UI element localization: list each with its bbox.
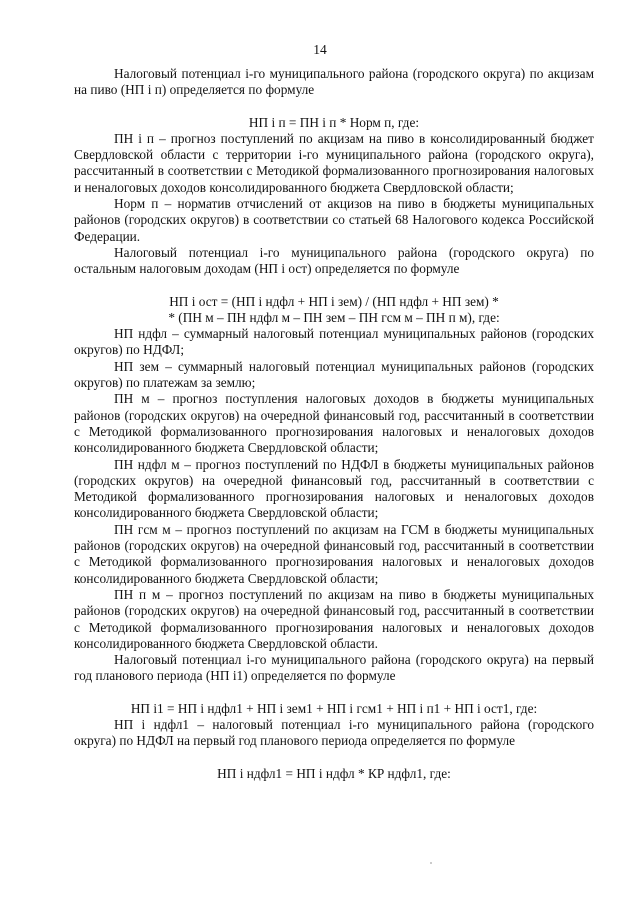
paragraph: НП i ндфл1 – налоговый потенциал i-го муниципального района (городского округа) по НДФЛ на первый год планового периода определяется по формуле	[74, 716, 594, 749]
page-number: 14	[313, 42, 327, 57]
formula: НП i ост = (НП i ндфл + НП i зем) / (НП ндфл + НП зем) *	[169, 293, 499, 309]
scan-speck	[430, 862, 432, 864]
paragraph: ПН i п – прогноз поступлений по акцизам на пиво в консолидированный бюджет Свердловской области с территории i-го муниципального района (городского округа), рассчитанный в соответствии с Методикой формализованного прогнозирования налоговых и неналоговых доходов консолидированного бюджета Свердловской области;	[74, 130, 594, 195]
paragraph: НП ндфл – суммарный налоговый потенциал муниципальных районов (городских округов) по НДФЛ;	[74, 326, 594, 358]
paragraph: ПН ндфл м – прогноз поступлений по НДФЛ в бюджеты муниципальных районов (городских округов) на очередной финансовый год, рассчитанный в соответствии с Методикой формализованного прогнозирования налоговых и неналоговых доходов консолидированного бюджета Свердловской области;	[74, 456, 594, 521]
paragraph: ПН м – прогноз поступления налоговых доходов в бюджеты муниципальных районов (городских округов) на очередной финансовый год, рассчитанный в соответствии с Методикой формализованного прогнозирования налоговых и неналоговых доходов консолидированного бюджета Свердловской области;	[74, 391, 594, 456]
formula: НП i п = ПН i п * Норм п, где:	[248, 114, 420, 130]
paragraph: Норм п – норматив отчислений от акцизов на пиво в бюджеты муниципальных районов (городских округов) в соответствии со статьей 68 Налогового кодекса Российской Федерации.	[74, 196, 594, 244]
spacer	[74, 278, 594, 294]
spacer	[74, 750, 594, 766]
paragraph: ПН гсм м – прогноз поступлений по акцизам на ГСМ в бюджеты муниципальных районов (городских округов) на очередной финансовый год, рассчитанный в соответствии с Методикой формализованного прогнозирования налоговых и неналоговых доходов консолидированного бюджета Свердловской области;	[74, 521, 594, 586]
formula: НП i ндфл1 = НП i ндфл * КР ндфл1, где:	[217, 765, 451, 781]
paragraph: Налоговый потенциал i-го муниципального района (городского округа) по акцизам на пиво (НП i п) определяется по формуле	[74, 66, 594, 98]
spacer	[74, 99, 594, 115]
paragraph: Налоговый потенциал i-го муниципального района (городского округа) на первый год планового периода (НП i1) определяется по формуле	[74, 652, 594, 684]
spacer	[74, 685, 594, 701]
paragraph: ПН п м – прогноз поступлений по акцизам на пиво в бюджеты муниципальных районов (городских округов) на очередной финансовый год, рассчитанный в соответствии с Методикой формализованного прогнозирования налоговых и неналоговых доходов консолидированного бюджета Свердловской области.	[74, 586, 594, 651]
paragraph: Налоговый потенциал i-го муниципального района (городского округа) по остальным налоговым доходам (НП i ост) определяется по формуле	[74, 244, 594, 277]
formula: * (ПН м – ПН ндфл м – ПН зем – ПН гсм м – ПН п м), где:	[168, 309, 500, 325]
document-body	[74, 66, 594, 782]
formula: НП i1 = НП i ндфл1 + НП i зем1 + НП i гсм1 + НП i п1 + НП i ост1, где:	[130, 700, 538, 716]
paragraph: НП зем – суммарный налоговый потенциал муниципальных районов (городских округов) по платежам за землю;	[74, 358, 594, 391]
